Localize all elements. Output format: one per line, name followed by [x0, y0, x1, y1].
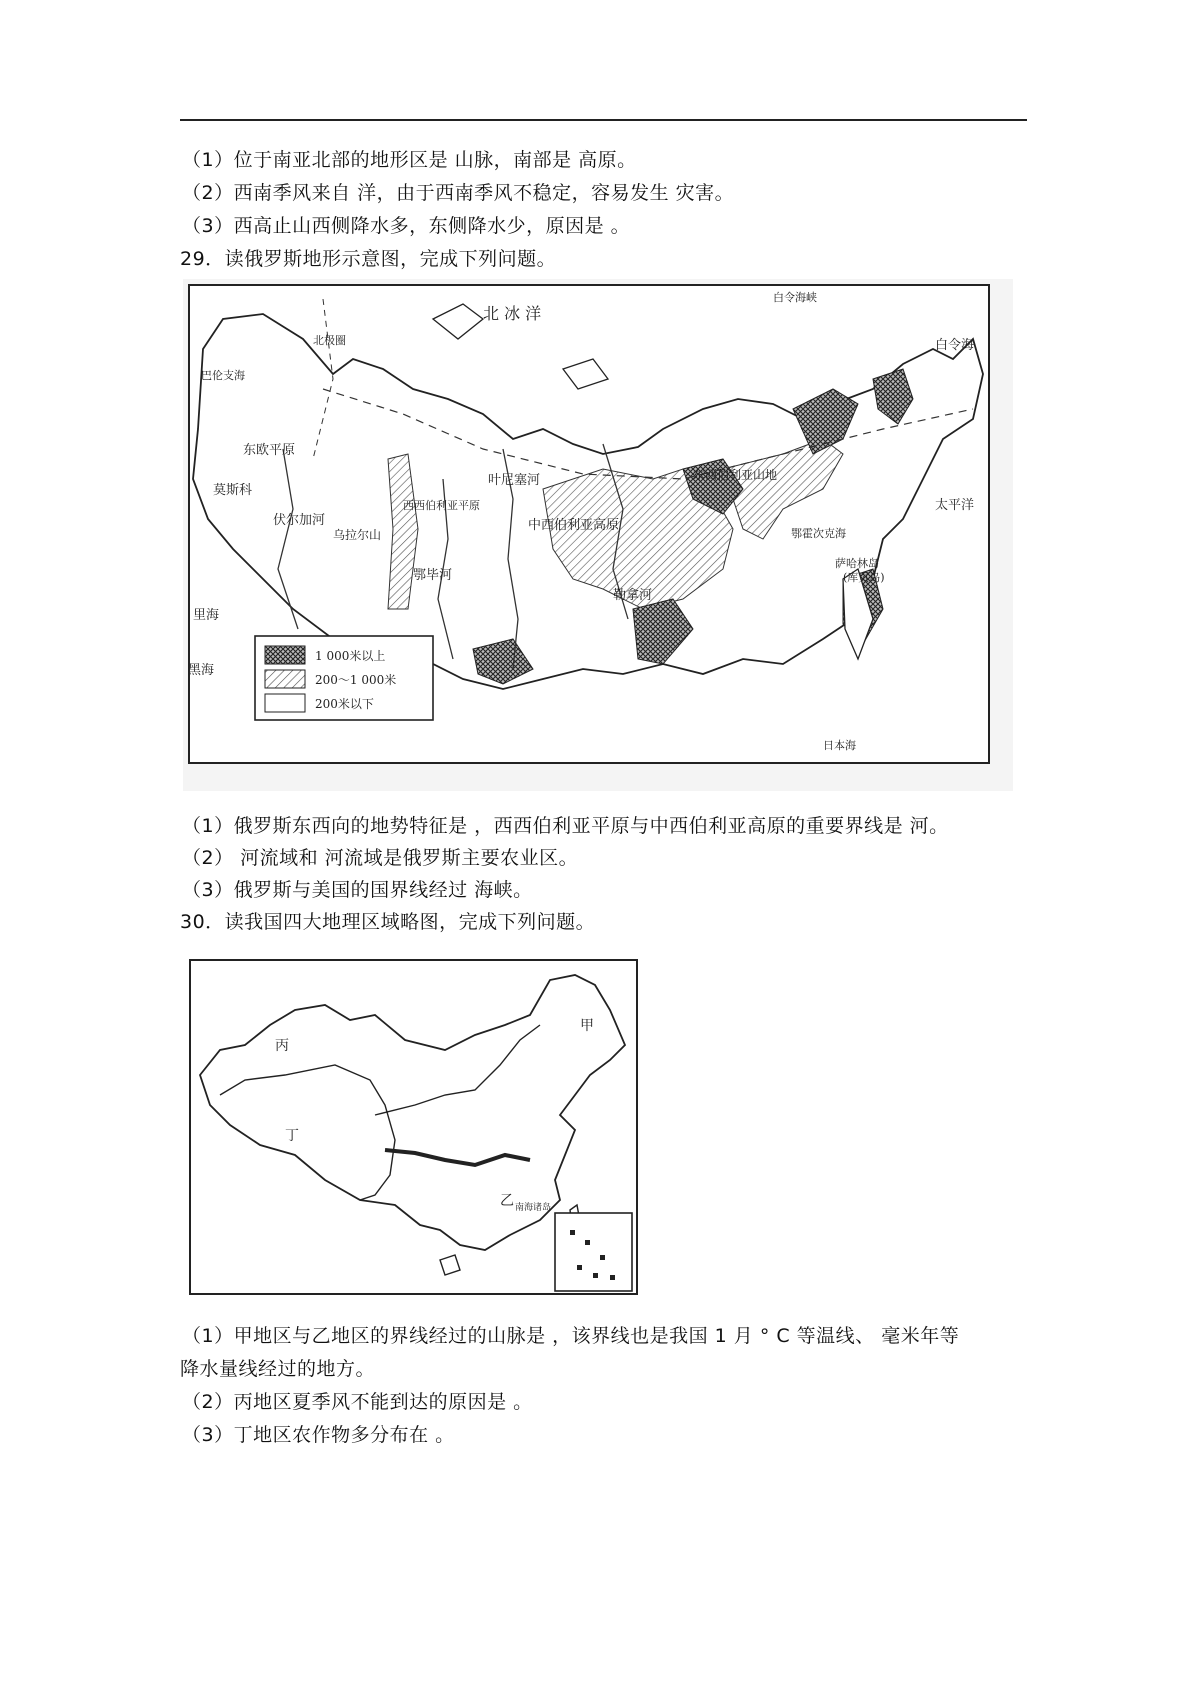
label-arctic-circle: 北极圈 [313, 334, 346, 347]
q28-line-1: （1）位于南亚北部的地形区是 山脉，南部是 高原。 [182, 149, 637, 171]
label-yi: 乙 [500, 1193, 514, 1209]
label-lena: 勒拿河 [613, 588, 653, 603]
label-sakhalin: 萨哈林岛 [835, 557, 879, 570]
label-japan-sea: 日本海 [823, 739, 856, 752]
label-sakhalin-alt: (库页岛) [843, 571, 885, 584]
label-jia: 甲 [580, 1018, 594, 1034]
q29-question-2: （2） 河流域和 河流域是俄罗斯主要农业区。 [182, 847, 579, 869]
label-pacific: 太平洋 [935, 498, 975, 513]
china-regions-map [185, 955, 643, 1303]
q30-question-1a: （1）甲地区与乙地区的界线经过的山脉是 ，该界线也是我国 1 月 ° C 等温线、 毫米年等 [182, 1325, 960, 1347]
label-barents: 巴伦支海 [201, 369, 245, 382]
q29-question-3: （3）俄罗斯与美国的国界线经过 海峡。 [182, 879, 533, 901]
q30-question-2: （2）丙地区夏季风不能到达的原因是 。 [182, 1391, 533, 1413]
q29-title: 29．读俄罗斯地形示意图，完成下列问题。 [180, 248, 557, 270]
label-west-siberia: 西西伯利亚平原 [403, 499, 480, 512]
label-okhotsk: 鄂霍次克海 [791, 527, 846, 540]
q29-question-1: （1）俄罗斯东西向的地势特征是 ，西西伯利亚平原与中西伯利亚高原的重要界线是 河。 [182, 815, 949, 837]
label-bering-sea: 白令海 [935, 338, 975, 353]
label-moscow: 莫斯科 [213, 483, 253, 498]
label-bering-strait: 白令海峡 [773, 291, 817, 304]
map-legend [255, 636, 433, 720]
q28-line-2: （2）西南季风来自 洋，由于西南季风不稳定，容易发生 灾害。 [182, 182, 735, 204]
label-black-sea: 黑海 [188, 663, 215, 678]
label-arctic: 北 冰 洋 [483, 304, 542, 323]
q30-question-3: （3）丁地区农作物多分布在 。 [182, 1424, 455, 1446]
legend-above-1000: 1 000米以上 [315, 649, 386, 663]
legend-200-1000: 200～1 000米 [315, 673, 397, 687]
label-ob: 鄂毕河 [413, 568, 453, 583]
label-ding: 丁 [285, 1128, 299, 1144]
q30-question-1b: 降水量线经过的地方。 [180, 1358, 376, 1380]
russia-terrain-map [183, 279, 1013, 791]
label-yenisei: 叶尼塞河 [488, 473, 541, 488]
legend-below-200: 200米以下 [315, 697, 374, 711]
label-volga: 伏尔加河 [273, 513, 326, 528]
label-south-sea: 南海诸岛 [515, 1203, 552, 1213]
q30-title: 30．读我国四大地理区域略图，完成下列问题。 [180, 911, 596, 933]
label-central-siberia: 中西伯利亚高原 [528, 518, 620, 533]
label-ural: 乌拉尔山 [333, 528, 382, 542]
header-rule [180, 119, 1027, 121]
q28-line-3: （3）西高止山西侧降水多，东侧降水少，原因是 。 [182, 215, 631, 237]
label-east-siberia: 东西伯利亚山地 [693, 468, 778, 482]
label-caspian: 里海 [193, 608, 220, 623]
label-east-europe-plain: 东欧平原 [243, 443, 296, 458]
label-bing: 丙 [275, 1038, 289, 1054]
